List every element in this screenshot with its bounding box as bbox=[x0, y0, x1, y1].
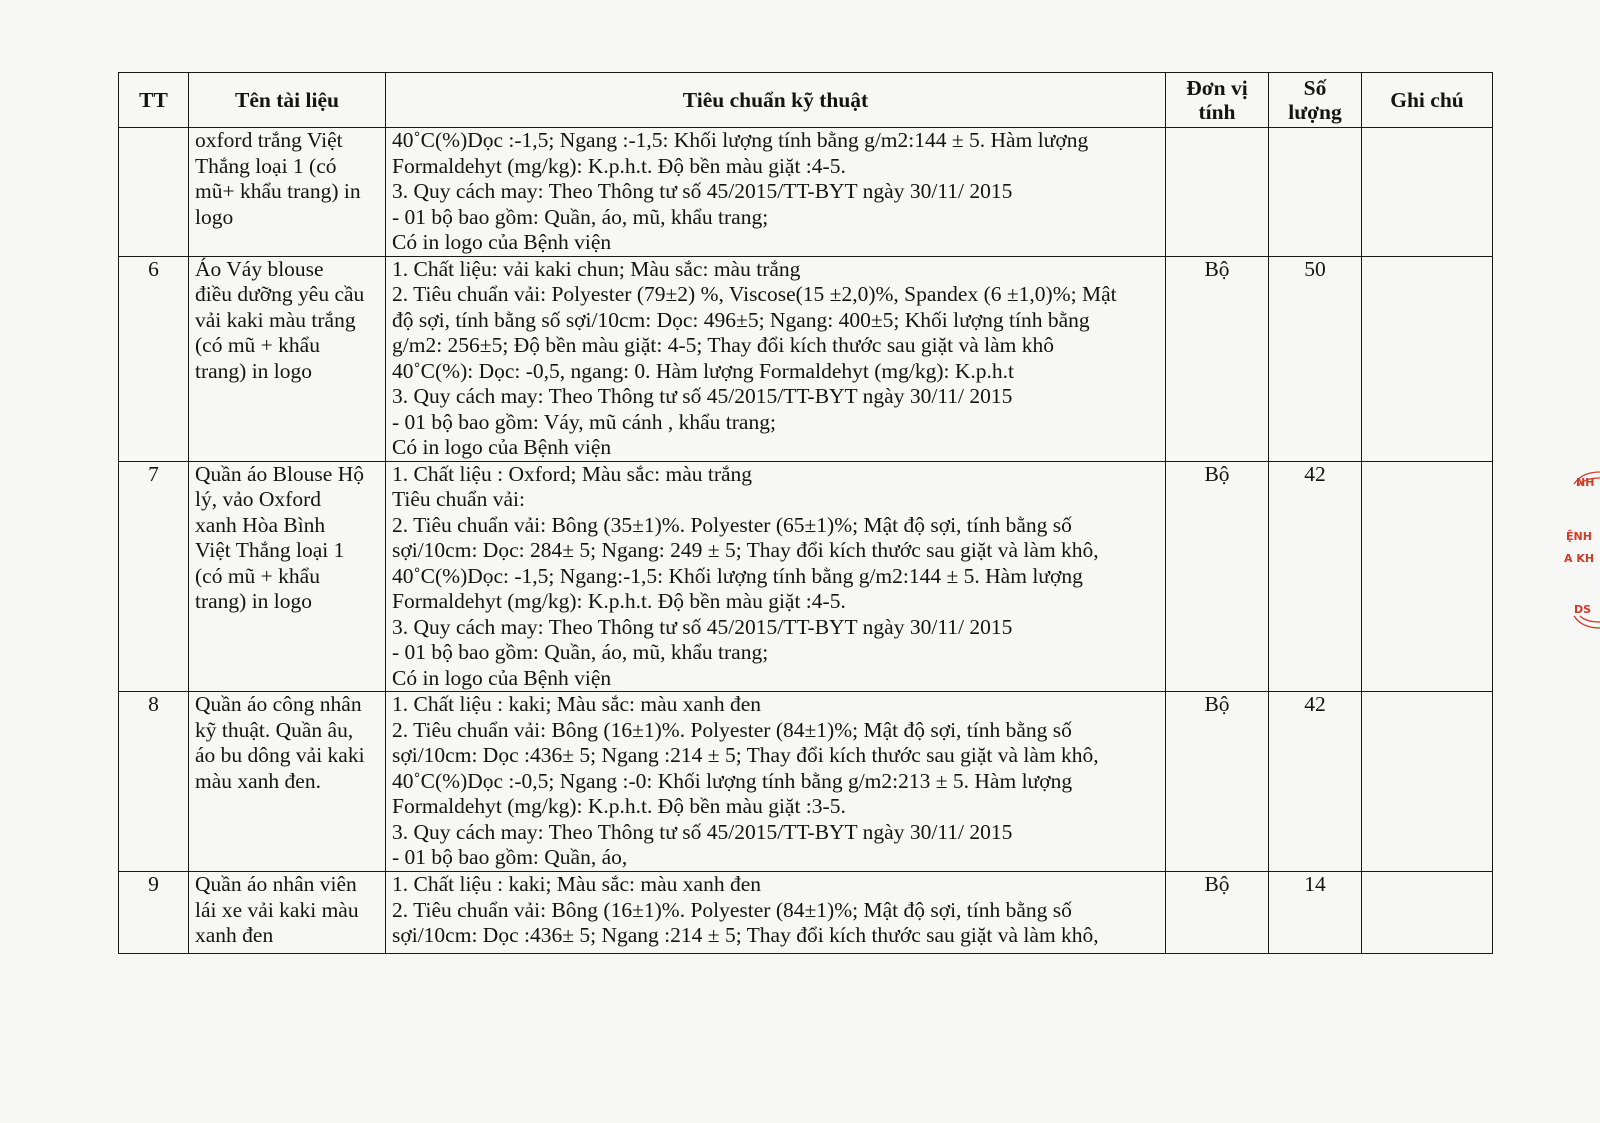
spec-line: 40˚C(%)Dọc :-0,5; Ngang :-0: Khối lượng tính bằng g/m2:213 ± 5. Hàm lượng bbox=[392, 768, 1073, 793]
document-name-cell bbox=[189, 872, 386, 954]
name-line: lái xe vải kaki màu bbox=[195, 897, 359, 922]
note-cell bbox=[1362, 872, 1493, 954]
name-line: Áo Váy blouse bbox=[195, 256, 324, 281]
quantity-cell: 50 bbox=[1269, 256, 1362, 461]
spec-line: 3. Quy cách may: Theo Thông tư số 45/2015/TT-BYT ngày 30/11/ 2015 bbox=[392, 384, 1013, 408]
unit-cell: Bộ bbox=[1166, 872, 1269, 954]
name-line: trang) in logo bbox=[195, 358, 313, 383]
technical-spec-cell bbox=[386, 256, 1166, 461]
spec-line: độ sợi, tính bằng số sợi/10cm: Dọc: 496±5; Ngang: 400±5; Khối lượng tính bằng bbox=[392, 307, 1090, 332]
name-line: trang) in logo bbox=[195, 589, 313, 613]
spec-line: - 01 bộ bao gồm: Quần, áo, mũ, khẩu trang; bbox=[392, 204, 769, 229]
stamp-text-fragment: ỆNH bbox=[1566, 530, 1592, 543]
stamp-text-fragment: A KH bbox=[1564, 552, 1595, 565]
unit-cell: Bộ bbox=[1166, 461, 1269, 692]
spec-line: sợi/10cm: Dọc :436± 5; Ngang :214 ± 5; Thay đổi kích thước sau giặt và làm khô, bbox=[392, 743, 1099, 767]
spec-line: Có in logo của Bệnh viện bbox=[392, 435, 612, 459]
table-body bbox=[119, 128, 1493, 954]
stamp-text-fragment: NH bbox=[1576, 476, 1595, 489]
document-name-cell bbox=[189, 461, 386, 692]
table-row bbox=[119, 461, 1493, 692]
header-tt: TT bbox=[119, 73, 189, 128]
spec-line: sợi/10cm: Dọc :436± 5; Ngang :214 ± 5; Thay đổi kích thước sau giặt và làm khô, bbox=[392, 923, 1099, 947]
unit-cell bbox=[1166, 128, 1269, 257]
spec-line: Có in logo của Bệnh viện bbox=[392, 230, 612, 254]
row-number-cell: 9 bbox=[119, 872, 189, 954]
header-technical-standard: Tiêu chuẩn kỹ thuật bbox=[386, 73, 1166, 128]
spec-line: g/m2: 256±5; Độ bền màu giặt: 4-5; Thay đổi kích thước sau giặt và làm khô bbox=[392, 333, 1054, 357]
spec-line: Formaldehyt (mg/kg): K.p.h.t. Độ bền màu giặt :3-5. bbox=[392, 794, 846, 818]
note-cell bbox=[1362, 256, 1493, 461]
name-line: lý, vảo Oxford bbox=[195, 487, 321, 511]
name-line: Quần áo nhân viên bbox=[195, 872, 357, 896]
note-cell bbox=[1362, 461, 1493, 692]
spec-line: 40˚C(%): Dọc: -0,5, ngang: 0. Hàm lượng Formaldehyt (mg/kg): K.p.h.t bbox=[392, 358, 1014, 383]
header-document-name: Tên tài liệu bbox=[189, 73, 386, 128]
name-line: Thắng loại 1 (có bbox=[195, 153, 337, 178]
quantity-cell: 42 bbox=[1269, 461, 1362, 692]
table-row bbox=[119, 128, 1493, 257]
table-row bbox=[119, 692, 1493, 872]
name-line: (có mũ + khẩu bbox=[195, 333, 320, 357]
name-line: oxford trắng Việt bbox=[195, 128, 343, 152]
technical-spec-cell bbox=[386, 461, 1166, 692]
spec-line: - 01 bộ bao gồm: Quần, áo, bbox=[392, 845, 628, 869]
header-row bbox=[119, 73, 1493, 128]
document-name-cell bbox=[189, 256, 386, 461]
name-line: mũ+ khẩu trang) in bbox=[195, 179, 361, 203]
spec-line: Tiêu chuẩn vải: bbox=[392, 487, 525, 511]
row-number-cell: 8 bbox=[119, 692, 189, 872]
unit-cell: Bộ bbox=[1166, 692, 1269, 872]
spec-line: Formaldehyt (mg/kg): K.p.h.t. Độ bền màu giặt :4-5. bbox=[392, 153, 846, 178]
spec-line: 1. Chất liệu : kaki; Màu sắc: màu xanh đen bbox=[392, 692, 761, 716]
stamp-text-fragment: DS bbox=[1574, 603, 1592, 616]
note-cell bbox=[1362, 128, 1493, 257]
name-line: màu xanh đen. bbox=[195, 768, 321, 793]
name-line: điều dưỡng yêu cầu bbox=[195, 282, 365, 306]
spec-line: 2. Tiêu chuẩn vải: Bông (16±1)%. Polyester (84±1)%; Mật độ sợi, tính bằng số bbox=[392, 717, 1072, 742]
red-seal-stamp bbox=[1560, 470, 1600, 640]
name-line: Quần áo công nhân bbox=[195, 692, 362, 716]
spec-line: 2. Tiêu chuẩn vải: Bông (16±1)%. Polyester (84±1)%; Mật độ sợi, tính bằng số bbox=[392, 897, 1072, 922]
spec-line: 1. Chất liệu : kaki; Màu sắc: màu xanh đen bbox=[392, 872, 761, 896]
table-row bbox=[119, 872, 1493, 954]
spec-line: Formaldehyt (mg/kg): K.p.h.t. Độ bền màu giặt :4-5. bbox=[392, 589, 846, 613]
spec-line: 3. Quy cách may: Theo Thông tư số 45/2015/TT-BYT ngày 30/11/ 2015 bbox=[392, 819, 1013, 844]
spec-line: sợi/10cm: Dọc: 284± 5; Ngang: 249 ± 5; Thay đổi kích thước sau giặt và làm khô, bbox=[392, 538, 1099, 562]
spec-line: 40˚C(%)Dọc: -1,5; Ngang:-1,5: Khối lượng tính bằng g/m2:144 ± 5. Hàm lượng bbox=[392, 563, 1083, 588]
spec-line: 3. Quy cách may: Theo Thông tư số 45/2015/TT-BYT ngày 30/11/ 2015 bbox=[392, 614, 1013, 639]
row-number-cell: 7 bbox=[119, 461, 189, 692]
spec-line: - 01 bộ bao gồm: Váy, mũ cánh , khẩu trang; bbox=[392, 409, 776, 434]
quantity-cell: 42 bbox=[1269, 692, 1362, 872]
specification-table bbox=[118, 72, 1493, 954]
technical-spec-cell bbox=[386, 872, 1166, 954]
name-line: xanh Hòa Bình bbox=[195, 512, 326, 537]
name-line: áo bu dông vải kaki bbox=[195, 743, 365, 767]
spec-line: Có in logo của Bệnh viện bbox=[392, 665, 612, 690]
row-number-cell: 6 bbox=[119, 256, 189, 461]
header-note: Ghi chú bbox=[1362, 73, 1493, 128]
spec-line: - 01 bộ bao gồm: Quần, áo, mũ, khẩu trang; bbox=[392, 640, 769, 664]
name-line: Quần áo Blouse Hộ bbox=[195, 461, 364, 486]
name-line: Việt Thắng loại 1 bbox=[195, 538, 345, 562]
table-row bbox=[119, 256, 1493, 461]
name-line: (có mũ + khẩu bbox=[195, 563, 320, 588]
name-line: kỹ thuật. Quần âu, bbox=[195, 717, 354, 742]
spec-line: 3. Quy cách may: Theo Thông tư số 45/2015/TT-BYT ngày 30/11/ 2015 bbox=[392, 179, 1013, 203]
spec-line: 1. Chất liệu: vải kaki chun; Màu sắc: màu trắng bbox=[392, 256, 801, 281]
spec-line: 2. Tiêu chuẩn vải: Bông (35±1)%. Polyester (65±1)%; Mật độ sợi, tính bằng số bbox=[392, 512, 1072, 537]
technical-spec-cell bbox=[386, 128, 1166, 257]
header-quantity: Số lượng bbox=[1269, 73, 1362, 128]
document-name-cell bbox=[189, 128, 386, 257]
name-line: vải kaki màu trắng bbox=[195, 307, 356, 332]
name-line: xanh đen bbox=[195, 923, 274, 947]
quantity-cell: 14 bbox=[1269, 872, 1362, 954]
document-name-cell bbox=[189, 692, 386, 872]
spec-line: 40˚C(%)Dọc :-1,5; Ngang :-1,5: Khối lượng tính bằng g/m2:144 ± 5. Hàm lượng bbox=[392, 128, 1089, 152]
note-cell bbox=[1362, 692, 1493, 872]
spec-line: 1. Chất liệu : Oxford; Màu sắc: màu trắng bbox=[392, 461, 753, 486]
row-number-cell bbox=[119, 128, 189, 257]
spec-line: 2. Tiêu chuẩn vải: Polyester (79±2) %, Viscose(15 ±2,0)%, Spandex (6 ±1,0)%; Mật bbox=[392, 282, 1117, 306]
header-unit: Đơn vị tính bbox=[1166, 73, 1269, 128]
unit-cell: Bộ bbox=[1166, 256, 1269, 461]
technical-spec-cell bbox=[386, 692, 1166, 872]
quantity-cell bbox=[1269, 128, 1362, 257]
name-line: logo bbox=[195, 204, 234, 229]
